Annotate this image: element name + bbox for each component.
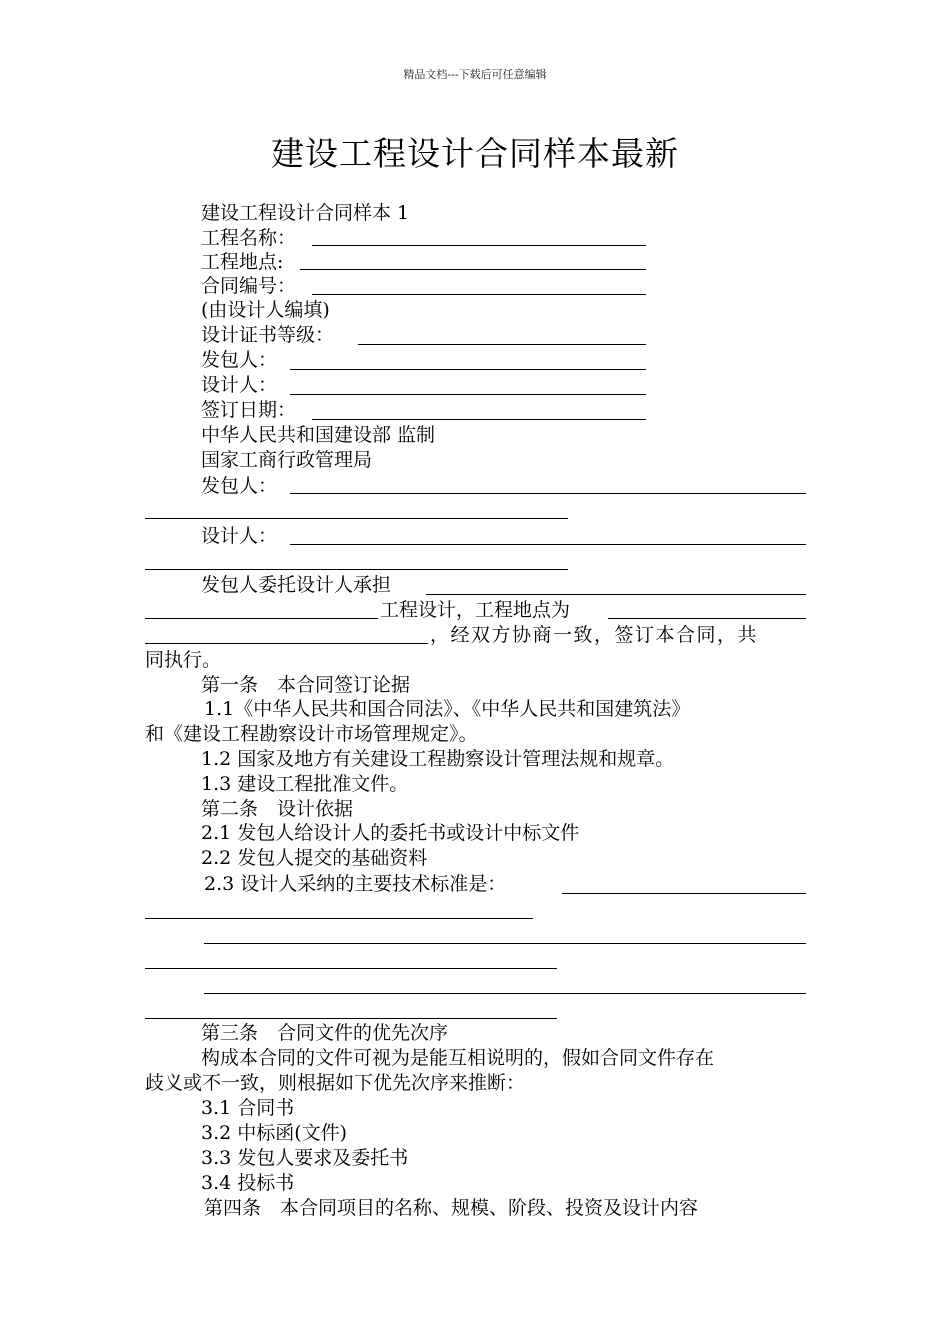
party-employer-blank: [290, 493, 806, 494]
designer-blank: [290, 394, 646, 395]
cert-grade-label: 设计证书等级：: [201, 324, 335, 346]
sign-date-label: 签订日期：: [201, 399, 297, 421]
preamble-line-3: ，经双方协商一致，签订本合同，共: [430, 624, 759, 646]
article-3-heading: 第三条 合同文件的优先次序: [201, 1022, 449, 1044]
contract-no-note: (由设计人编填): [201, 299, 330, 321]
header-note: 精品文档---下载后可任意编辑: [403, 68, 547, 81]
party-designer-blank: [290, 544, 806, 545]
article-3-item-4: 3.4 投标书: [201, 1172, 295, 1194]
article-1-item-1a: 1.1《中华人民共和国合同法》、《中华人民共和国建筑法》: [204, 698, 691, 720]
document-title: 建设工程设计合同样本最新: [271, 134, 679, 173]
cover-subtitle: 建设工程设计合同样本 1: [201, 202, 410, 224]
employer-blank: [290, 369, 646, 370]
article-3-item-1: 3.1 合同书: [201, 1097, 295, 1119]
project-name-blank: [312, 245, 646, 246]
project-location-label: 工程地点:: [201, 251, 284, 273]
standards-blank-3: [204, 993, 806, 994]
preamble-blank-2: [145, 618, 378, 619]
article-3-item-3: 3.3 发包人要求及委托书: [201, 1147, 409, 1169]
project-name-label: 工程名称：: [201, 227, 297, 249]
article-3-para-b: 歧义或不一致，则根据如下优先次序来推断：: [145, 1072, 526, 1094]
preamble-blank-3: [608, 618, 806, 619]
project-location-blank: [300, 269, 646, 270]
party-designer-label: 设计人：: [201, 525, 278, 547]
supervisor-line-2: 国家工商行政管理局: [201, 449, 373, 471]
article-2-item-1: 2.1 发包人给设计人的委托书或设计中标文件: [201, 822, 580, 844]
designer-label: 设计人：: [201, 374, 278, 396]
article-4-heading: 第四条 本合同项目的名称、规模、阶段、投资及设计内容: [204, 1197, 699, 1219]
preamble-blank-1: [426, 594, 806, 595]
standards-blank-3-cont: [145, 1018, 557, 1019]
article-1-item-2: 1.2 国家及地方有关建设工程勘察设计管理法规和规章。: [201, 748, 675, 770]
article-1-item-1b: 和《建设工程勘察设计市场管理规定》。: [145, 723, 478, 745]
preamble-line-4: 同执行。: [145, 649, 222, 671]
supervisor-line-1: 中华人民共和国建设部 监制: [201, 424, 436, 446]
party-designer-blank-cont: [145, 569, 568, 570]
sign-date-blank: [312, 419, 646, 420]
standards-blank-2-cont: [145, 968, 557, 969]
contract-no-label: 合同编号：: [201, 275, 297, 297]
standards-blank-1-cont: [145, 918, 533, 919]
cert-grade-blank: [358, 344, 646, 345]
preamble-blank-4: [145, 643, 428, 644]
standards-blank-2: [204, 943, 806, 944]
party-employer-label: 发包人：: [201, 475, 278, 497]
article-1-heading: 第一条 本合同签订论据: [201, 674, 411, 696]
preamble-line-1: 发包人委托设计人承担: [201, 574, 392, 596]
article-2-item-3: 2.3 设计人采纳的主要技术标准是：: [204, 873, 507, 895]
article-1-item-3: 1.3 建设工程批准文件。: [201, 773, 409, 795]
party-employer-blank-cont: [145, 518, 568, 519]
article-3-item-2: 3.2 中标函(文件): [201, 1122, 348, 1144]
article-3-para-a: 构成本合同的文件可视为是能互相说明的，假如合同文件存在: [201, 1047, 715, 1069]
preamble-line-2: 工程设计，工程地点为: [380, 599, 571, 621]
article-2-item-2: 2.2 发包人提交的基础资料: [201, 847, 428, 869]
standards-blank-1: [562, 893, 806, 894]
contract-no-blank: [312, 294, 646, 295]
employer-label: 发包人：: [201, 349, 278, 371]
article-2-heading: 第二条 设计依据: [201, 798, 354, 820]
